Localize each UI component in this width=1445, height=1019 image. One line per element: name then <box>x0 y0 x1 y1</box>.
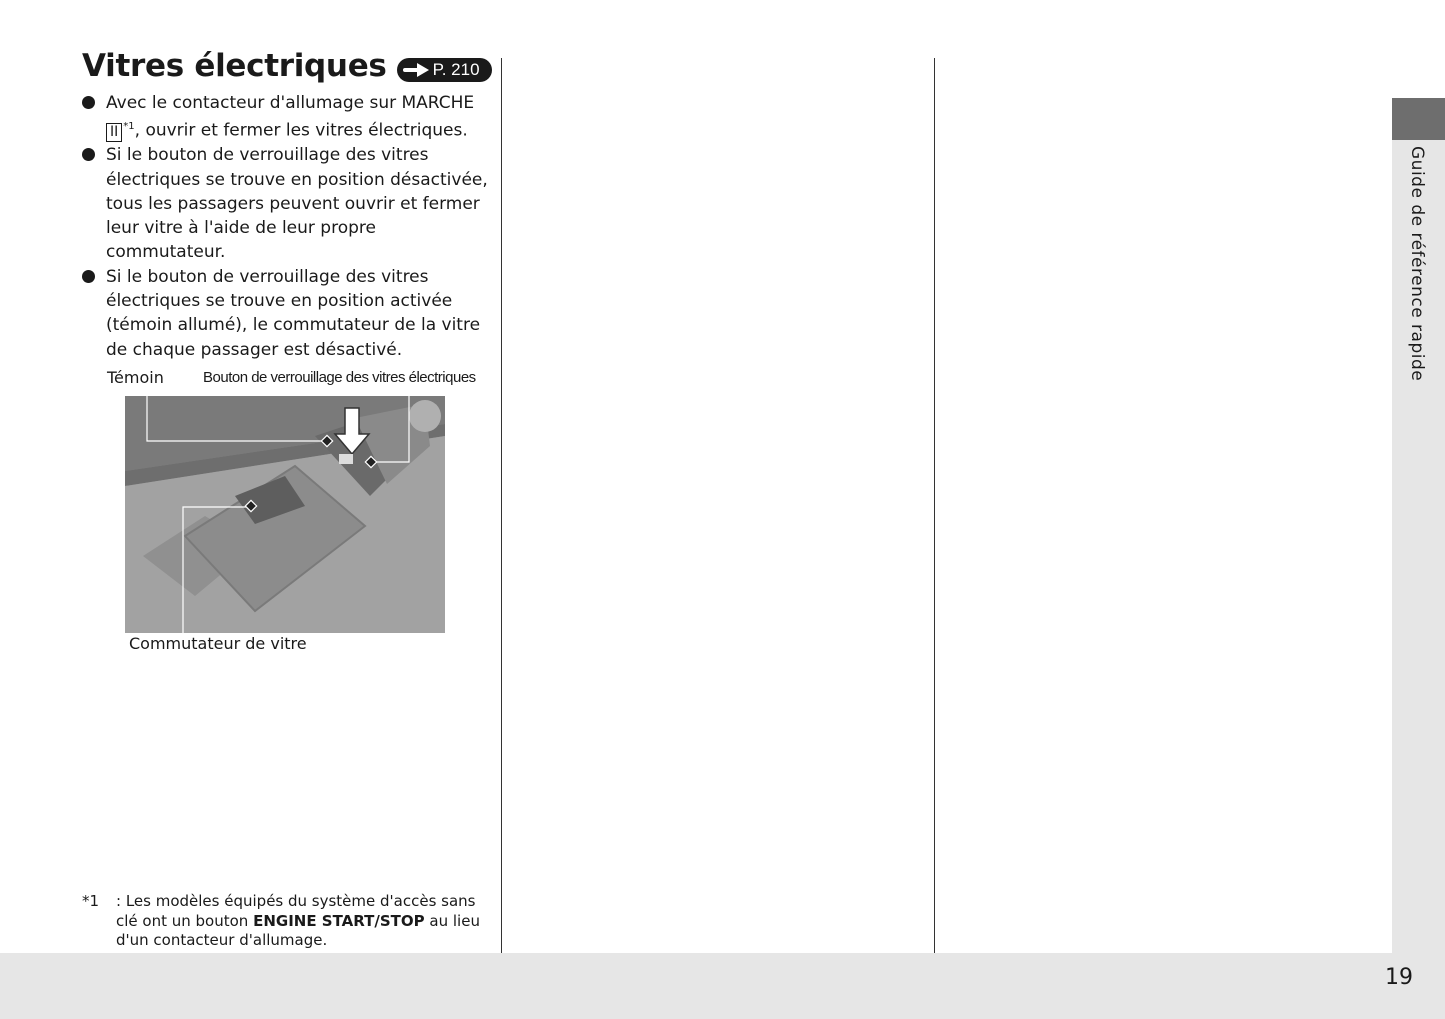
page-footer <box>0 953 1445 1019</box>
window-switch-label: Commutateur de vitre <box>129 634 307 653</box>
column-divider <box>934 58 935 953</box>
footnote-ref: *1 <box>123 121 135 133</box>
instruction-list <box>82 91 492 362</box>
column-divider <box>501 58 502 953</box>
page-reference-link[interactable] <box>397 58 492 82</box>
page-reference-label: P. 210 <box>432 59 480 79</box>
arrow-right-icon <box>403 62 431 78</box>
power-window-lock-icon <box>339 454 353 464</box>
bullet-dot-icon <box>82 270 95 283</box>
indicator-label: Témoin <box>107 368 164 387</box>
list-item: Si le bouton de verrouillage des vitres électriques se trouve en position activée (témoin allumé), le commutateur de la vitre de chaque passager est désactivé. <box>82 265 492 362</box>
page-number: 19 <box>1385 965 1413 990</box>
lock-button-label: Bouton de verrouillage des vitres électriques <box>203 369 476 386</box>
side-tab[interactable] <box>1392 98 1445 953</box>
footnote-text: : Les modèles équipés du système d'accès sans clé ont un bouton ENGINE START/STOP au lieu d'un contacteur d'allumage. <box>116 892 480 949</box>
section-header <box>82 48 492 84</box>
bullet-dot-icon <box>82 96 95 109</box>
footnote-mark: *1 <box>82 892 100 910</box>
window-switch-photo <box>125 396 445 633</box>
side-tab-label: Guide de référence rapide <box>1407 146 1427 382</box>
page-title: Vitres électriques <box>82 48 387 84</box>
footnote <box>82 892 492 951</box>
ignition-key-symbol: II <box>106 123 122 142</box>
list-item: Si le bouton de verrouillage des vitres électriques se trouve en position désactivée, tous les passagers peuvent ouvrir et fermer leur vitre à l'aide de leur propre commutateur. <box>82 143 492 264</box>
side-tab-marker <box>1392 98 1445 140</box>
list-item: Avec le contacteur d'allumage sur MARCHE II $^{*1}$, ouvrir et fermer les vitres électriques. <box>82 91 492 143</box>
bullet-dot-icon <box>82 148 95 161</box>
